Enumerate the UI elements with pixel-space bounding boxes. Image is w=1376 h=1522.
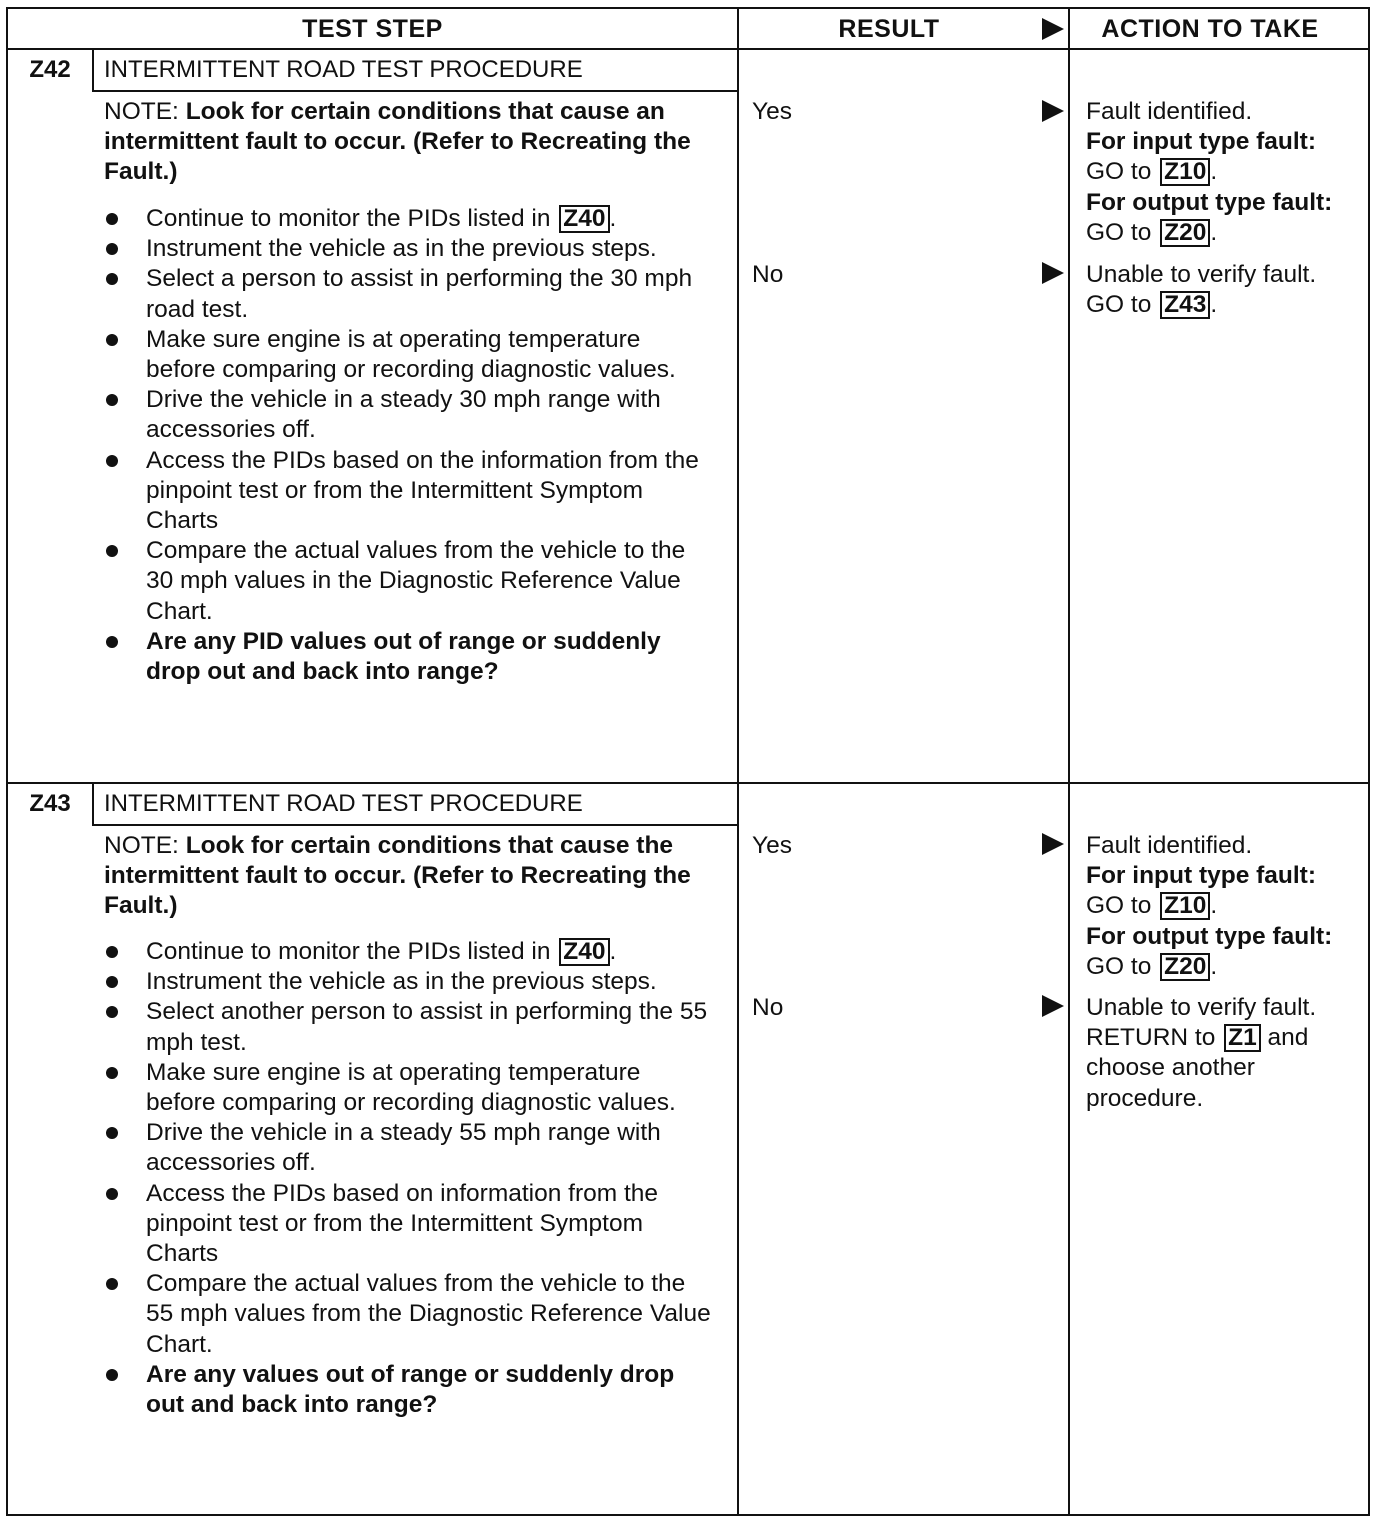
step-id: Z42 [29,56,71,83]
note-text: Look for certain conditions that cause the intermittent fault to occur. (Refer to Recreating the Fault.) [104,832,691,919]
list-item: Continue to monitor the PIDs listed in Z40 . [104,204,714,234]
list-item: Access the PIDs based on the information from the pinpoint test or from the Intermittent Symptom Charts [104,446,714,537]
arrow-right-icon [1042,100,1064,122]
action-fault-identified: Fault identified. [1086,98,1253,125]
list-item: Instrument the vehicle as in the previous steps. [104,967,714,997]
arrow-right-icon [1042,262,1064,284]
note-text: Look for certain conditions that cause an intermittent fault to occur. (Refer to Recreating the Fault.) [104,98,691,185]
action-yes: Fault identified. For input type fault: GO to Z10 . For output type fault: GO to Z20 . [1086,831,1368,982]
list-item: Continue to monitor the PIDs listed in Z40 . [104,937,714,967]
list-item: Compare the actual values from the vehicle to the 30 mph values in the Diagnostic Reference Value Chart. [104,536,714,627]
list-item: Access the PIDs based on information from the pinpoint test or from the Intermittent Symptom Charts [104,1179,714,1270]
arrow-right-icon [1042,995,1064,1017]
action-output-label: For output type fault: [1086,188,1333,216]
list-item: Compare the actual values from the vehicle to the 55 mph values from the Diagnostic Reference Value Chart. [104,1269,714,1360]
list-item: Select a person to assist in performing the 30 mph road test. [104,264,714,324]
step-bullet-list [104,204,714,687]
step-z43-title-underline [92,824,737,826]
step-reference-link[interactable]: Z40 [559,938,609,966]
action-unable-verify: Unable to verify fault. [1086,261,1317,288]
action-unable-verify: Unable to verify fault. [1086,994,1317,1021]
step-reference-link[interactable]: Z40 [559,205,609,233]
list-item: Are any values out of range or suddenly drop out and back into range? [104,1360,714,1420]
result-yes: Yes [752,98,792,125]
result-no: No [752,994,784,1021]
list-item: Drive the vehicle in a steady 55 mph range with accessories off. [104,1118,714,1178]
step-z42-title-underline [92,90,737,92]
list-item: Make sure engine is at operating temperature before comparing or recording diagnostic values. [104,1058,714,1118]
action-procedure: procedure. [1086,1084,1204,1112]
action-choose-another: choose another [1086,1054,1255,1082]
step-id: Z43 [29,790,71,817]
step-reference-link[interactable]: Z20 [1160,219,1210,247]
step-reference-link[interactable]: Z20 [1160,953,1210,981]
note-label: NOTE: [104,98,179,125]
list-item: Drive the vehicle in a steady 30 mph range with accessories off. [104,385,714,445]
result-yes: Yes [752,832,792,859]
list-item: Make sure engine is at operating temperature before comparing or recording diagnostic values. [104,325,714,385]
action-yes: Fault identified. For input type fault: GO to Z10 . For output type fault: GO to Z20 . [1086,97,1368,248]
column-divider-result [737,7,739,1516]
step-note [104,97,724,187]
step-title: INTERMITTENT ROAD TEST PROCEDURE [104,790,583,817]
arrow-right-icon [1042,833,1064,855]
list-item: Are any PID values out of range or suddenly drop out and back into range? [104,627,714,687]
step-z43-id-divider [92,782,94,825]
action-output-label: For output type fault: [1086,922,1333,950]
column-divider-action [1068,7,1070,1516]
step-reference-link[interactable]: Z43 [1160,291,1210,319]
action-input-label: For input type fault: [1086,128,1316,156]
action-input-label: For input type fault: [1086,862,1316,890]
result-no: No [752,261,784,288]
header-test-step: TEST STEP [302,15,443,43]
action-fault-identified: Fault identified. [1086,832,1253,859]
step-reference-link[interactable]: Z10 [1160,158,1210,186]
action-no: Unable to verify fault. GO to Z43 . [1086,260,1368,320]
list-item: Instrument the vehicle as in the previous steps. [104,234,714,264]
step-bullet-list [104,937,714,1420]
note-label: NOTE: [104,832,179,859]
header-action: ACTION TO TAKE [1101,15,1319,43]
step-reference-link[interactable]: Z10 [1160,892,1210,920]
action-no: Unable to verify fault. RETURN to Z1 and choose another procedure. [1086,993,1368,1114]
list-item: Select another person to assist in performing the 55 mph test. [104,997,714,1057]
step-z42-id-divider [92,48,94,91]
step-reference-link[interactable]: Z1 [1224,1024,1261,1052]
header-result: RESULT [838,15,940,43]
step-note [104,831,724,921]
step-title: INTERMITTENT ROAD TEST PROCEDURE [104,56,583,83]
arrow-right-icon [1042,18,1064,40]
